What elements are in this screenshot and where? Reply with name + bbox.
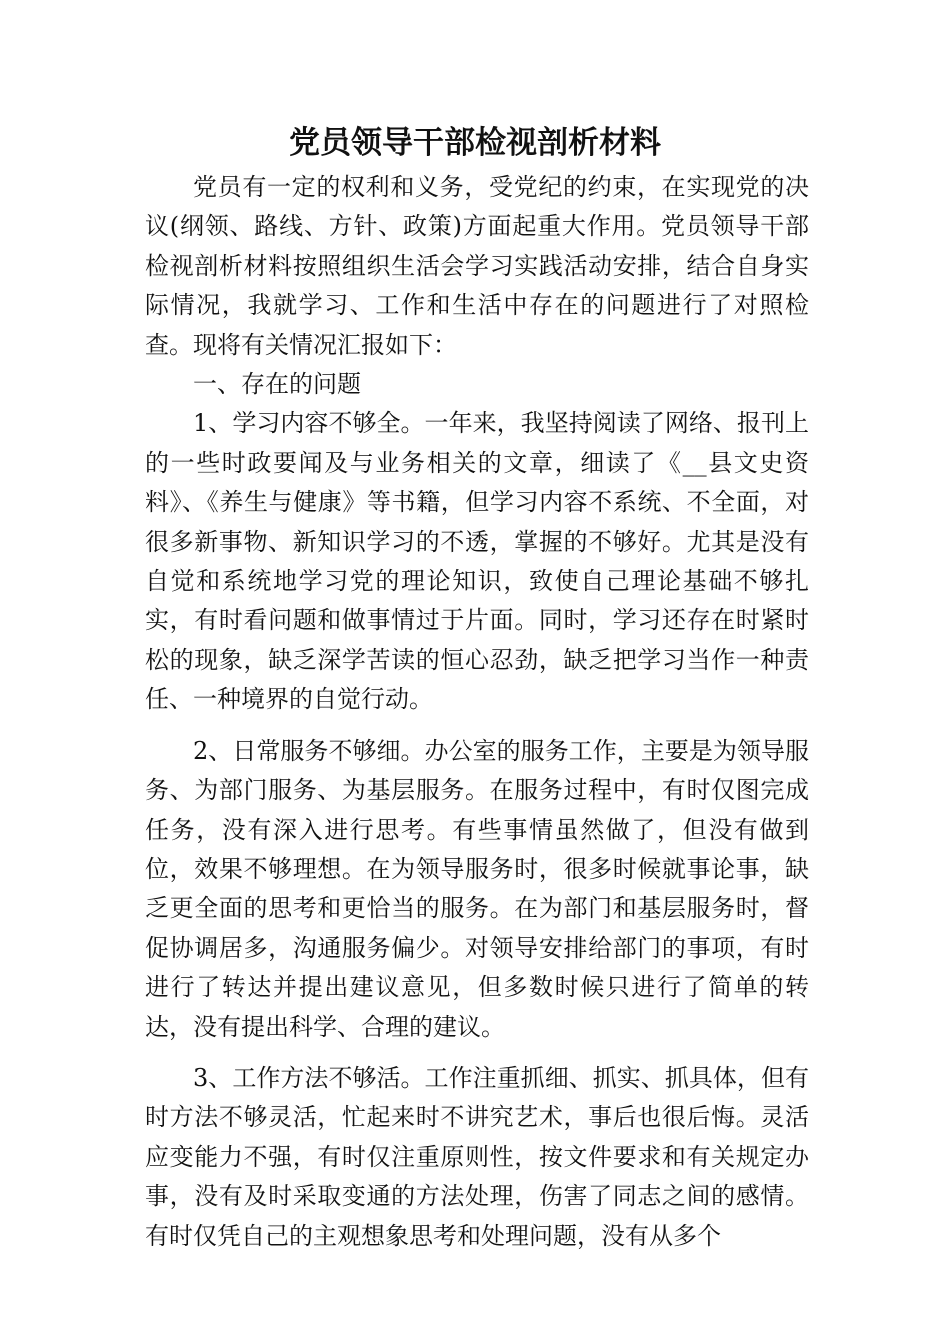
paragraph-method: 3、工作方法不够活。工作注重抓细、抓实、抓具体，但有时方法不够灵活，忙起来时不讲究艺术，事后也很后悔。灵活应变能力不强，有时仅注重原则性，按文件要求和有关规定办事，没有及时采取变通的方法处理，伤害了同志之间的感情。有时仅凭自己的主观想象思考和处理问题，没有从多个: [145, 1063, 809, 1250]
paragraph-intro: 党员有一定的权利和义务，受党纪的约束，在实现党的决议(纲领、路线、方针、政策)方面起重大作用。党员领导干部检视剖析材料按照组织生活会学习实践活动安排，结合自身实际情况，我就学习、工作和生活中存在的问题进行了对照检查。现将有关情况汇报如下：: [145, 173, 809, 359]
document-title: 党员领导干部检视剖析材料: [289, 125, 661, 161]
document-body: [145, 168, 809, 1256]
paragraph-study: 1、学习内容不够全。一年来，我坚持阅读了网络、报刊上的一些时政要闻及与业务相关的文章，细读了《__县文史资料》、《养生与健康》等书籍，但学习内容不系统、不全面，对很多新事物、新知识学习的不透，掌握的不够好。尤其是没有自觉和系统地学习党的理论知识，致使自己理论基础不够扎实，有时看问题和做事情过于片面。同时，学习还存在时紧时松的现象，缺乏深学苦读的恒心忍劲，缺乏把学习当作一种责任、一种境界的自觉行动。: [145, 409, 809, 714]
section-heading-problems: 一、存在的问题: [193, 370, 361, 399]
paragraph-service: 2、日常服务不够细。办公室的服务工作，主要是为领导服务、为部门服务、为基层服务。在服务过程中，有时仅图完成任务，没有深入进行思考。有些事情虽然做了，但没有做到位，效果不够理想。在为领导服务时，很多时候就事论事，缺乏更全面的思考和更恰当的服务。在为部门和基层服务时，督促协调居多，沟通服务偏少。对领导安排给部门的事项，有时进行了转达并提出建议意见，但多数时候只进行了简单的转达，没有提出科学、合理的建议。: [145, 736, 809, 1041]
